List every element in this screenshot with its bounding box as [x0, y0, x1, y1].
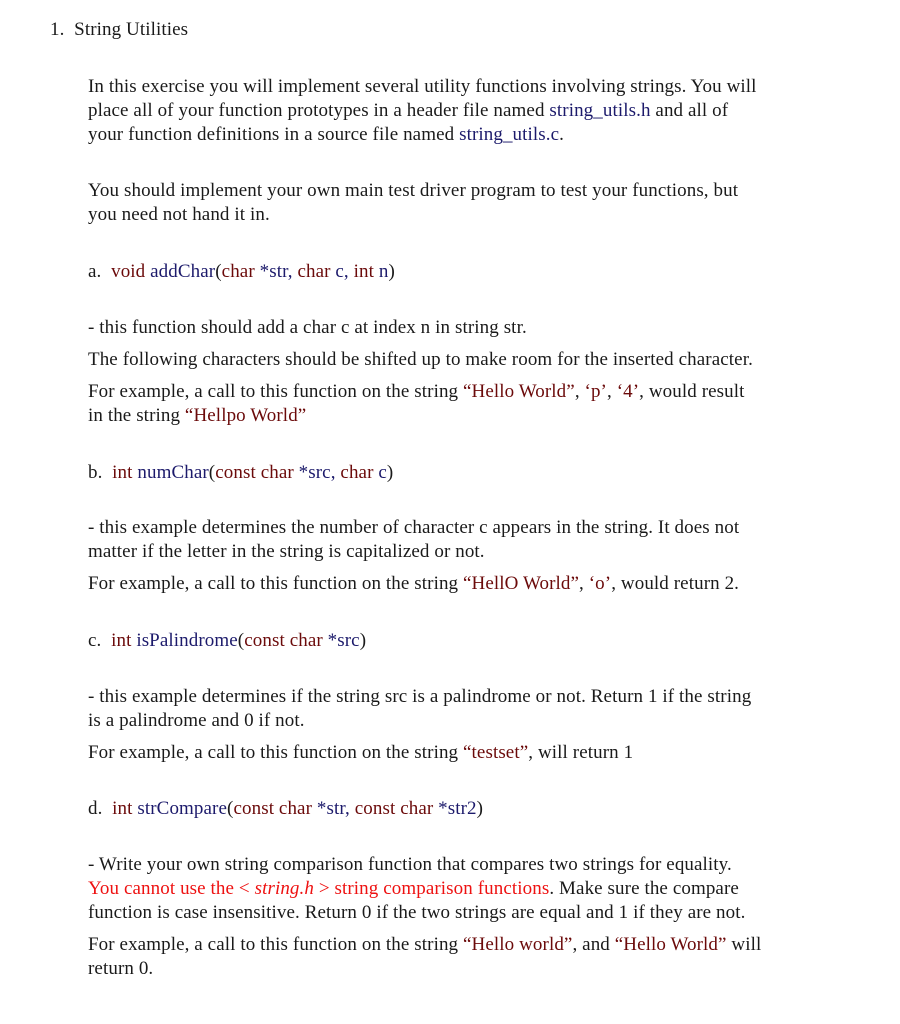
item-b-desc-1: - this example determines the number of character c appears in the string. It does not: [88, 517, 740, 538]
function-name: isPalindrome: [136, 630, 238, 651]
item-d-example-1: [88, 933, 761, 957]
item-label: d.: [88, 798, 103, 819]
param-name: *str2: [433, 798, 477, 819]
string-literal: “Hello world”: [463, 934, 573, 955]
item-d-desc-2: [88, 877, 739, 901]
item-b-example-1: [88, 572, 739, 596]
item-a-example-2: [88, 404, 306, 428]
function-name: numChar: [137, 462, 209, 483]
param-name: n: [374, 261, 389, 282]
param-name: c: [373, 462, 387, 483]
item-c-example-1: [88, 741, 633, 765]
example-text: ,: [606, 381, 617, 402]
param-type: const char: [354, 798, 434, 819]
example-text: For example, a call to this function on the string: [88, 381, 463, 402]
paren-open: (: [237, 630, 245, 651]
string-literal: “Hello World”: [614, 934, 727, 955]
item-d-example-2: return 0.: [88, 958, 154, 979]
section-number: 1.: [50, 19, 65, 40]
paren-close: ): [388, 261, 395, 282]
param-type: char: [340, 462, 374, 483]
string-literal: “testset”: [463, 742, 529, 763]
item-a-desc-1: - this function should add a char c at index n in string str.: [88, 317, 527, 338]
intro-text: place all of your function prototypes in a header file named: [88, 100, 550, 121]
param-name: *str,: [312, 798, 355, 819]
param-type: char: [221, 261, 255, 282]
warning-part: > string comparison functions: [313, 878, 550, 899]
warning-text: [88, 878, 549, 899]
char-literal: ‘4’: [616, 381, 640, 402]
example-text: For example, a call to this function on the string: [88, 742, 463, 763]
return-type: int: [111, 630, 132, 651]
section-heading: [50, 18, 188, 42]
example-text: For example, a call to this function on the string: [88, 573, 463, 594]
char-literal: ‘o’: [588, 573, 612, 594]
intro-text: .: [559, 124, 565, 145]
example-text: For example, a call to this function on the string: [88, 934, 463, 955]
param-type: int: [353, 261, 374, 282]
item-c-desc-1: - this example determines if the string src is a palindrome or not. Return 1 if the string: [88, 686, 752, 707]
example-text: , and: [572, 934, 615, 955]
item-b-signature: [88, 461, 393, 485]
item-label: b.: [88, 462, 103, 483]
example-text: in the string: [88, 405, 185, 426]
paren-open: (: [215, 261, 222, 282]
string-literal: “HellO World”: [463, 573, 580, 594]
item-d-signature: [88, 797, 483, 821]
item-c-desc-2: is a palindrome and 0 if not.: [88, 710, 305, 731]
param-type: char: [297, 261, 331, 282]
intro-line-2: [88, 99, 728, 123]
string-literal: “Hello World”: [463, 381, 575, 402]
function-name: strCompare: [137, 798, 228, 819]
return-type: int: [112, 462, 133, 483]
section-title: String Utilities: [74, 19, 189, 40]
intro-p2-line-2: you need not hand it in.: [88, 204, 270, 225]
desc-text: . Make sure the compare: [549, 878, 739, 899]
item-label: a.: [88, 261, 102, 282]
return-type: int: [112, 798, 133, 819]
intro-line-3: [88, 123, 564, 147]
param-type: const char: [244, 630, 323, 651]
item-a-signature: [88, 260, 395, 284]
item-label: c.: [88, 630, 102, 651]
item-a-desc-2: The following characters should be shifted up to make room for the inserted character.: [88, 349, 753, 370]
example-text: ,: [574, 381, 585, 402]
paren-close: ): [359, 630, 367, 651]
header-filename: string_utils.h: [549, 100, 651, 121]
example-text: ,: [579, 573, 589, 594]
intro-text: and all of: [650, 100, 729, 121]
warning-header-name: string.h: [254, 878, 314, 899]
item-b-desc-2: matter if the letter in the string is capitalized or not.: [88, 541, 485, 562]
example-text: , will return 1: [528, 742, 634, 763]
example-text: , would return 2.: [611, 573, 740, 594]
param-type: const char: [215, 462, 294, 483]
param-type: const char: [233, 798, 313, 819]
intro-p2-line-1: You should implement your own main test driver program to test your functions, but: [88, 180, 739, 201]
string-literal: “Hellpo World”: [184, 405, 307, 426]
param-name: *src: [322, 630, 360, 651]
item-c-signature: [88, 629, 366, 653]
paren-close: ): [386, 462, 394, 483]
paren-open: (: [227, 798, 234, 819]
item-d-desc-3: function is case insensitive. Return 0 if the two strings are equal and 1 if they are not.: [88, 902, 746, 923]
source-filename: string_utils.c: [459, 124, 560, 145]
param-name: c,: [330, 261, 354, 282]
param-name: *src,: [293, 462, 341, 483]
item-d-desc-1: - Write your own string comparison function that compares two strings for equality.: [88, 854, 732, 875]
paren-open: (: [208, 462, 216, 483]
warning-part: You cannot use the <: [88, 878, 255, 899]
intro-text: your function definitions in a source file named: [88, 124, 460, 145]
example-text: , would result: [639, 381, 745, 402]
example-text: will: [726, 934, 762, 955]
intro-line-1: In this exercise you will implement several utility functions involving strings. You will: [88, 76, 757, 97]
paren-close: ): [476, 798, 484, 819]
char-literal: ‘p’: [584, 381, 607, 402]
return-type: void: [111, 261, 146, 282]
param-name: *str,: [254, 261, 298, 282]
item-a-example-1: [88, 380, 745, 404]
function-name: addChar: [150, 261, 216, 282]
